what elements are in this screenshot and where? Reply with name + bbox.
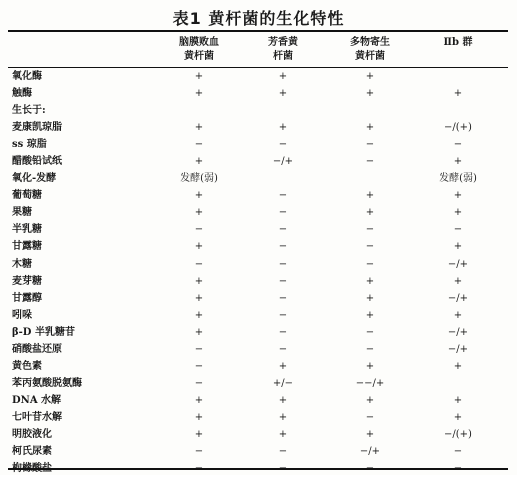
row-value-col-4: −: [453, 224, 463, 236]
row-label: 生长于:: [12, 105, 46, 117]
row-value-col-4: +: [453, 394, 463, 406]
row-label: 葡萄糖: [12, 190, 42, 202]
row-value-col-3: +: [365, 292, 375, 304]
row-value-col-3: −: [365, 139, 375, 151]
row-value-col-2: −/+: [272, 156, 294, 168]
row-value-col-3: −: [365, 258, 375, 270]
row-value-col-1: −: [194, 258, 204, 270]
row-value-col-3: +: [365, 88, 375, 100]
row-value-col-1: +: [194, 411, 204, 423]
row-value-col-1: +: [194, 71, 204, 82]
row-label: 麦芽糖: [12, 275, 42, 287]
table-row: [8, 426, 508, 443]
row-value-col-2: −: [278, 343, 288, 355]
row-value-col-4: −/(+): [444, 428, 472, 440]
row-label: 甘露糖: [12, 241, 42, 253]
row-value-col-2: +: [278, 428, 288, 440]
row-value-col-1: +: [194, 428, 204, 440]
row-value-col-2: −: [278, 241, 288, 253]
row-value-col-4: −: [453, 446, 463, 458]
row-label: 麦康凯琼脂: [12, 122, 62, 134]
row-value-col-1: +: [194, 394, 204, 406]
table-row: [8, 153, 508, 170]
row-value-col-2: −: [278, 275, 288, 287]
column-header-2-line2: 杆菌: [273, 51, 293, 62]
row-value-col-4: +: [453, 190, 463, 202]
column-header-2-line1: 芳香黄: [268, 37, 298, 48]
table-row: [8, 187, 508, 204]
table-row: [8, 170, 508, 187]
row-label: 氧化酶: [12, 71, 42, 82]
row-value-col-2: −: [278, 224, 288, 236]
table-title: 表1 黄杆菌的生化特性: [172, 9, 345, 28]
row-value-col-2: −: [278, 326, 288, 338]
row-value-col-4: −/(+): [444, 122, 472, 134]
row-value-col-1: −: [194, 446, 204, 458]
row-value-col-4: +: [453, 360, 463, 372]
row-value-col-1: +: [194, 207, 204, 219]
row-value-col-2: +: [278, 71, 288, 82]
row-value-col-2: +/−: [272, 377, 294, 389]
row-value-col-3: +: [365, 394, 375, 406]
table-row: [8, 204, 508, 221]
row-value-col-4: 发酵(弱): [439, 173, 477, 185]
row-value-col-2: +: [278, 411, 288, 423]
row-value-col-3: +: [365, 428, 375, 440]
row-value-col-3: −: [365, 343, 375, 355]
row-label: 吲哚: [12, 309, 32, 321]
row-value-col-2: −: [278, 446, 288, 458]
table-row: [8, 119, 508, 136]
row-value-col-1: −: [194, 343, 204, 355]
row-value-col-3: +: [365, 360, 375, 372]
row-value-col-2: +: [278, 394, 288, 406]
row-value-col-3: +: [365, 309, 375, 321]
row-value-col-4: −/+: [447, 292, 469, 304]
table-row: [8, 102, 508, 119]
row-value-col-4: −/+: [447, 258, 469, 270]
row-value-col-3: −: [365, 156, 375, 168]
column-header-3: [325, 36, 415, 64]
bottom-rule: [8, 468, 508, 470]
column-header-4: [413, 36, 503, 50]
row-value-col-2: −: [278, 190, 288, 202]
row-value-col-4: −: [453, 139, 463, 151]
table-row: [8, 341, 508, 358]
table-row: [8, 307, 508, 324]
table-row: [8, 273, 508, 290]
row-value-col-2: −: [278, 292, 288, 304]
row-label: 黄色素: [12, 360, 42, 372]
row-label: 氧化-发酵: [12, 173, 57, 185]
table-row: [8, 443, 508, 460]
row-label: DNA 水解: [12, 394, 62, 406]
row-label: 果糖: [12, 207, 32, 219]
row-value-col-2: +: [278, 360, 288, 372]
row-value-col-4: −/+: [447, 343, 469, 355]
table-row: [8, 375, 508, 392]
table-row: [8, 290, 508, 307]
column-header-3-line2: 黄杆菌: [355, 51, 385, 62]
row-label: 明胶液化: [12, 428, 52, 440]
row-value-col-2: −: [278, 258, 288, 270]
row-value-col-3: +: [365, 275, 375, 287]
row-value-col-3: −: [365, 224, 375, 236]
column-header-1: [154, 36, 244, 64]
row-value-col-1: +: [194, 292, 204, 304]
row-value-col-4: +: [453, 88, 463, 100]
top-rule: [8, 30, 508, 32]
row-value-col-3: +: [365, 207, 375, 219]
row-value-col-1: 发酵(弱): [180, 173, 218, 185]
row-label: 木糖: [12, 258, 32, 270]
table-row: [8, 324, 508, 341]
table-row: [8, 392, 508, 409]
column-header-1-line1: 脑膜败血: [179, 37, 219, 48]
row-value-col-1: −: [194, 360, 204, 372]
row-value-col-1: +: [194, 326, 204, 338]
row-value-col-4: +: [453, 207, 463, 219]
column-header-2: [238, 36, 328, 64]
table-row: [8, 256, 508, 273]
row-value-col-4: −/+: [447, 326, 469, 338]
row-value-col-3: +: [365, 71, 375, 82]
row-value-col-3: −−/+: [355, 377, 385, 389]
row-label: 甘露醇: [12, 292, 42, 304]
column-header-3-line1: 多物寄生: [350, 37, 390, 48]
table-body: [8, 68, 508, 477]
row-value-col-2: −: [278, 139, 288, 151]
row-value-col-1: +: [194, 309, 204, 321]
row-value-col-4: +: [453, 309, 463, 321]
row-value-col-1: −: [194, 224, 204, 236]
row-value-col-1: −: [194, 377, 204, 389]
table-row: [8, 238, 508, 255]
row-label: 苯丙氨酸脱氨酶: [12, 377, 82, 389]
row-value-col-3: +: [365, 190, 375, 202]
row-label: 七叶苷水解: [12, 411, 62, 423]
row-label: β-D 半乳糖苷: [12, 326, 75, 338]
row-value-col-4: +: [453, 275, 463, 287]
row-label: 触酶: [12, 88, 32, 100]
table-row: [8, 68, 508, 85]
row-value-col-3: +: [365, 122, 375, 134]
row-value-col-1: +: [194, 275, 204, 287]
row-label: 柯氏尿素: [12, 446, 52, 458]
row-label: ss 琼脂: [12, 139, 47, 151]
row-value-col-2: +: [278, 122, 288, 134]
row-value-col-3: −: [365, 241, 375, 253]
row-value-col-1: +: [194, 88, 204, 100]
row-value-col-1: +: [194, 241, 204, 253]
row-value-col-3: −: [365, 326, 375, 338]
row-value-col-1: +: [194, 190, 204, 202]
table-row: [8, 358, 508, 375]
table-row: [8, 85, 508, 102]
row-label: 半乳糖: [12, 224, 42, 236]
row-value-col-4: +: [453, 411, 463, 423]
row-value-col-1: +: [194, 122, 204, 134]
row-value-col-1: −: [194, 139, 204, 151]
row-value-col-4: +: [453, 241, 463, 253]
row-label: 醋酸铅试纸: [12, 156, 62, 168]
row-value-col-4: +: [453, 156, 463, 168]
column-header-1-line2: 黄杆菌: [184, 51, 214, 62]
row-value-col-2: −: [278, 309, 288, 321]
row-label: 硝酸盐还原: [12, 343, 62, 355]
table-row: [8, 221, 508, 238]
column-header-4-line1: Ⅱb 群: [443, 37, 473, 48]
table-row: [8, 409, 508, 426]
row-value-col-2: +: [278, 88, 288, 100]
row-value-col-3: −/+: [359, 446, 381, 458]
table-row: [8, 136, 508, 153]
row-value-col-1: +: [194, 156, 204, 168]
row-value-col-3: −: [365, 411, 375, 423]
row-value-col-2: −: [278, 207, 288, 219]
